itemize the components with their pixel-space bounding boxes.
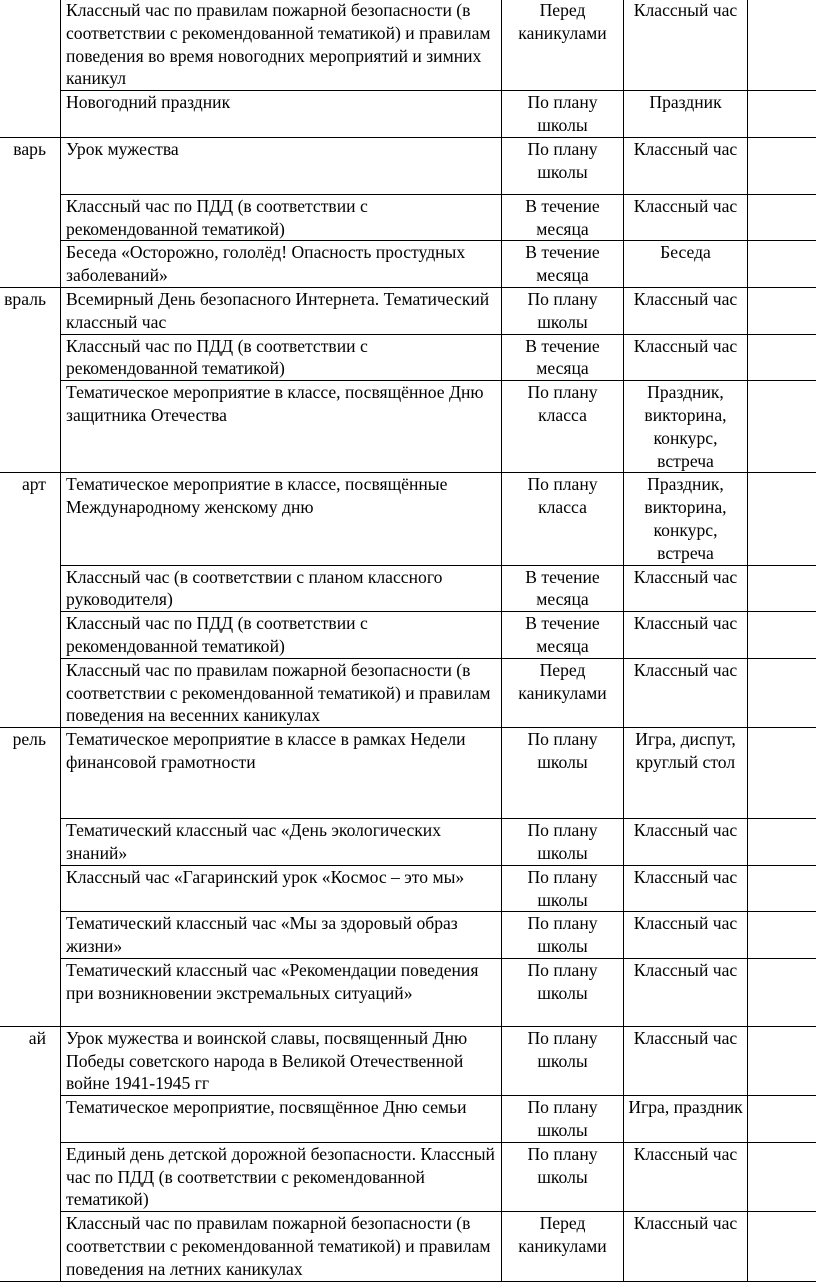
table-row	[0, 819, 816, 866]
event-cell: Тематическое мероприятие в классе в рамках Недели финансовой грамотности	[61, 728, 502, 819]
table-row	[0, 958, 816, 1026]
timing-cell: Перед каникулами	[502, 0, 624, 91]
note-cell	[748, 912, 816, 959]
timing-cell: По плану школы	[502, 958, 624, 1026]
event-cell: Тематический классный час «Мы за здоровый образ жизни»	[61, 912, 502, 959]
note-cell	[748, 137, 816, 194]
table-row	[0, 1212, 816, 1281]
event-cell: Единый день детской дорожной безопасности. Классный час по ПДД (в соответствии с рекомендованной тематикой)	[61, 1142, 502, 1211]
note-cell	[748, 91, 816, 138]
note-cell	[748, 958, 816, 1026]
timing-cell: В течение месяца	[502, 334, 624, 381]
table-row	[0, 1026, 816, 1095]
form-cell: Классный час	[624, 612, 748, 659]
table-row	[0, 728, 816, 819]
table-row	[0, 1096, 816, 1143]
note-cell	[748, 1026, 816, 1095]
form-cell: Классный час	[624, 565, 748, 612]
timing-cell: По плану школы	[502, 287, 624, 334]
event-cell: Тематическое мероприятие в классе, посвящённые Международному женскому дню	[61, 473, 502, 565]
form-cell: Классный час	[624, 1212, 748, 1281]
form-cell: Классный час	[624, 819, 748, 866]
note-cell	[748, 612, 816, 659]
note-cell	[748, 287, 816, 334]
form-cell: Классный час	[624, 958, 748, 1026]
note-cell	[748, 865, 816, 912]
month-label: враль	[0, 287, 61, 472]
event-cell: Классный час по правилам пожарной безопасности (в соответствии с рекомендованной тематикой) и правилам поведения на летних каникулах	[61, 1212, 502, 1281]
timing-cell: По плану школы	[502, 912, 624, 959]
note-cell	[748, 241, 816, 288]
form-cell: Беседа	[624, 241, 748, 288]
month-cell	[0, 0, 61, 137]
note-cell	[748, 565, 816, 612]
note-cell	[748, 194, 816, 241]
timing-cell: В течение месяца	[502, 194, 624, 241]
event-cell: Урок мужества и воинской славы, посвященный Дню Победы советского народа в Великой Отечественной войне 1941-1945 гг	[61, 1026, 502, 1095]
event-cell: Всемирный День безопасного Интернета. Тематический классный час	[61, 287, 502, 334]
note-cell	[748, 334, 816, 381]
form-cell: Праздник, викторина, конкурс, встреча	[624, 381, 748, 473]
timing-cell: В течение месяца	[502, 565, 624, 612]
event-cell: Тематический классный час «День экологических знаний»	[61, 819, 502, 866]
event-cell: Классный час по ПДД (в соответствии с рекомендованной тематикой)	[61, 194, 502, 241]
table-row	[0, 912, 816, 959]
event-cell: Классный час по правилам пожарной безопасности (в соответствии с рекомендованной тематикой) и правилам поведения во время новогодних мероприятий и зимних каникул	[61, 0, 502, 91]
table-row	[0, 865, 816, 912]
timing-cell: В течение месяца	[502, 241, 624, 288]
timing-cell: По плану школы	[502, 1142, 624, 1211]
table-row	[0, 381, 816, 473]
note-cell	[748, 658, 816, 727]
form-cell: Классный час	[624, 287, 748, 334]
table-row	[0, 287, 816, 334]
form-cell: Праздник, викторина, конкурс, встреча	[624, 473, 748, 565]
timing-cell: По плану школы	[502, 137, 624, 194]
event-cell: Новогодний праздник	[61, 91, 502, 138]
month-label: арт	[0, 473, 61, 728]
table-row	[0, 137, 816, 194]
table-row	[0, 565, 816, 612]
event-cell: Классный час по ПДД (в соответствии с рекомендованной тематикой)	[61, 334, 502, 381]
table-row	[0, 91, 816, 138]
form-cell: Классный час	[624, 865, 748, 912]
form-cell: Игра, праздник	[624, 1096, 748, 1143]
event-cell: Беседа «Осторожно, гололёд! Опасность простудных заболеваний»	[61, 241, 502, 288]
table-row	[0, 0, 816, 91]
form-cell: Классный час	[624, 658, 748, 727]
timing-cell: По плану школы	[502, 91, 624, 138]
form-cell: Классный час	[624, 194, 748, 241]
month-label: варь	[0, 137, 61, 287]
note-cell	[748, 1212, 816, 1281]
note-cell	[748, 728, 816, 819]
month-label: ай	[0, 1026, 61, 1281]
event-cell: Тематический классный час «Рекомендации поведения при возникновении экстремальных ситуаций»	[61, 958, 502, 1026]
form-cell: Классный час	[624, 1026, 748, 1095]
table-row	[0, 612, 816, 659]
timing-cell: По плану школы	[502, 819, 624, 866]
event-cell: Классный час по ПДД (в соответствии с рекомендованной тематикой)	[61, 612, 502, 659]
note-cell	[748, 819, 816, 866]
table-row	[0, 1142, 816, 1211]
event-cell: Тематическое мероприятие в классе, посвящённое Дню защитника Отечества	[61, 381, 502, 473]
form-cell: Классный час	[624, 334, 748, 381]
table-row	[0, 658, 816, 727]
table-row	[0, 194, 816, 241]
form-cell: Классный час	[624, 137, 748, 194]
form-cell: Классный час	[624, 0, 748, 91]
timing-cell: По плану школы	[502, 1026, 624, 1095]
timing-cell: По плану школы	[502, 1096, 624, 1143]
form-cell: Классный час	[624, 1142, 748, 1211]
month-label: рель	[0, 728, 61, 1027]
event-cell: Классный час по правилам пожарной безопасности (в соответствии с рекомендованной тематикой) и правилам поведения на весенних каникулах	[61, 658, 502, 727]
timing-cell: Перед каникулами	[502, 1212, 624, 1281]
event-cell: Классный час «Гагаринский урок «Космос – это мы»	[61, 865, 502, 912]
note-cell	[748, 1142, 816, 1211]
timing-cell: По плану класса	[502, 473, 624, 565]
event-cell: Классный час (в соответствии с планом классного руководителя)	[61, 565, 502, 612]
timing-cell: По плану класса	[502, 381, 624, 473]
table-row	[0, 334, 816, 381]
note-cell	[748, 0, 816, 91]
table-row	[0, 241, 816, 288]
form-cell: Классный час	[624, 912, 748, 959]
note-cell	[748, 473, 816, 565]
timing-cell: В течение месяца	[502, 612, 624, 659]
event-cell: Тематическое мероприятие, посвящённое Дню семьи	[61, 1096, 502, 1143]
note-cell	[748, 381, 816, 473]
event-cell: Урок мужества	[61, 137, 502, 194]
form-cell: Праздник	[624, 91, 748, 138]
form-cell: Игра, диспут, круглый стол	[624, 728, 748, 819]
timing-cell: Перед каникулами	[502, 658, 624, 727]
note-cell	[748, 1096, 816, 1143]
table-row	[0, 473, 816, 565]
timing-cell: По плану школы	[502, 728, 624, 819]
timing-cell: По плану школы	[502, 865, 624, 912]
